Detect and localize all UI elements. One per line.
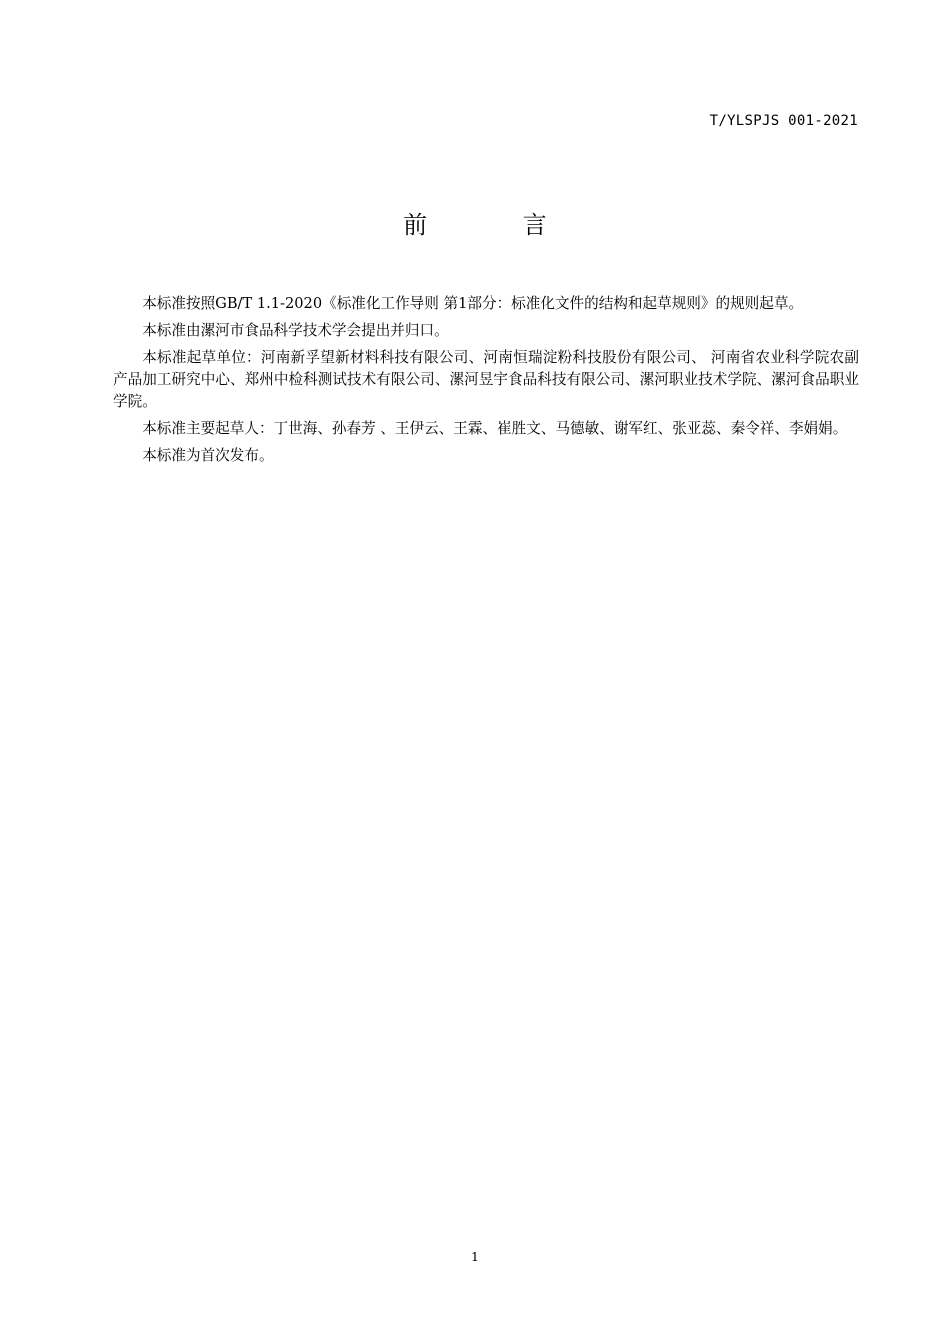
paragraph-proposer: 本标准由漯河市食品科学技术学会提出并归口。	[142, 322, 449, 339]
foreword-body	[113, 293, 859, 472]
page-title: 前 言	[403, 211, 591, 239]
standard-code: T/YLSPJS 001-2021	[709, 113, 858, 129]
paragraph-drafting-rules: 本标准按照GB/T 1.1-2020《标准化工作导则 第1部分：标准化文件的结构和起草规则》的规则起草。	[142, 295, 804, 312]
paragraph-first-release: 本标准为首次发布。	[142, 447, 274, 464]
paragraph-main-drafters: 本标准主要起草人：丁世海、孙春芳 、王伊云、王霖、崔胜文、马德敏、谢军红、张亚蕊、秦令祥、李娟娟。	[142, 420, 848, 437]
page-number: 1	[471, 1249, 479, 1264]
paragraph-drafting-units: 本标准起草单位：河南新孚望新材料科技有限公司、河南恒瑞淀粉科技股份有限公司、 河南省农业科学院农副产品加工研究中心、郑州中检科测试技术有限公司、漯河昱宇食品科技有限公司、漯河职业技术学院、漯河食品职业学院。	[113, 349, 859, 410]
